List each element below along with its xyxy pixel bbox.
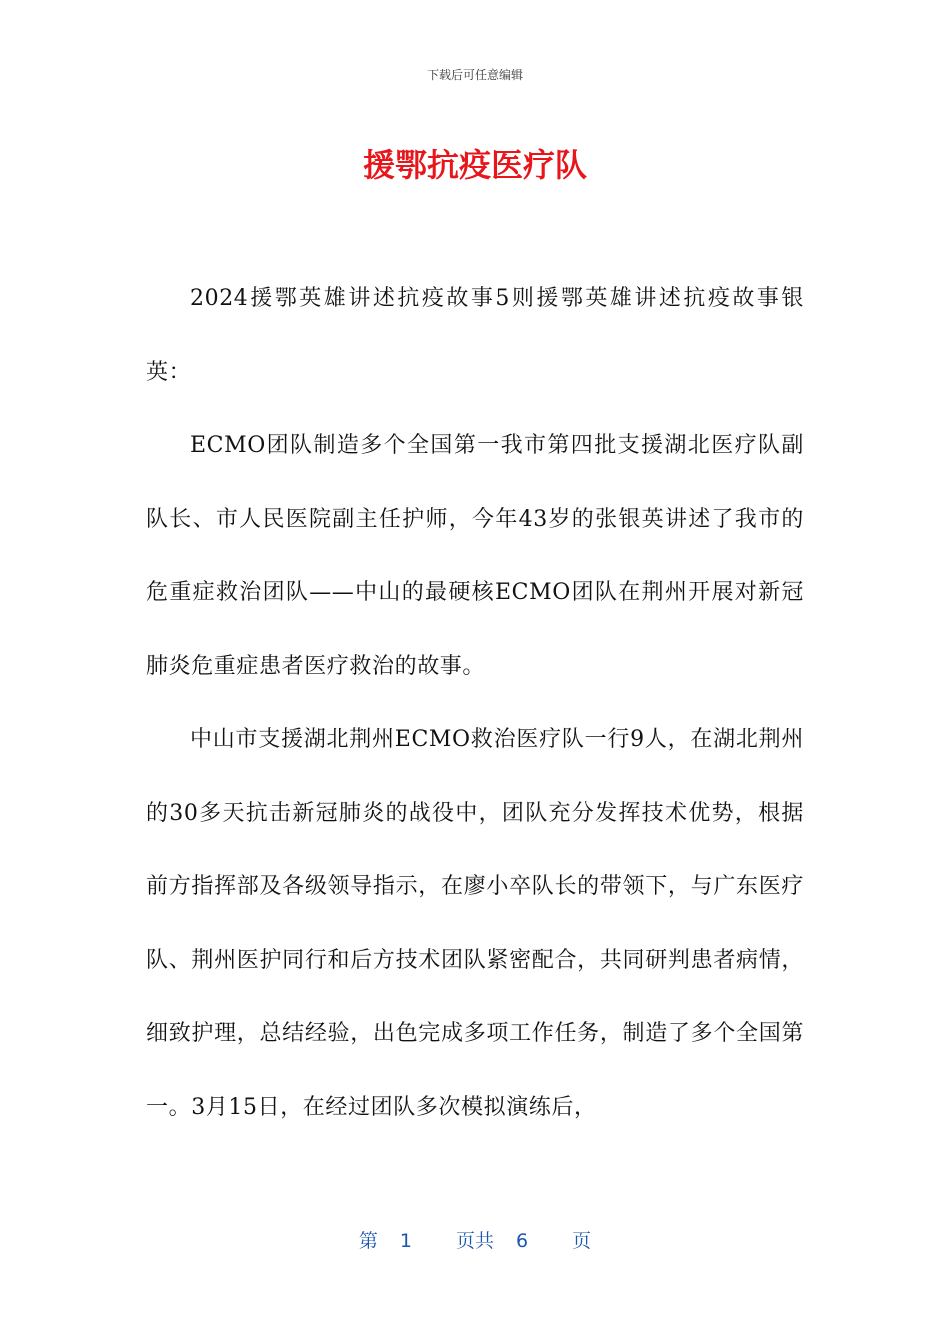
page-prefix: 第 bbox=[358, 1230, 378, 1252]
paragraph-2: ECMO团队制造多个全国第一我市第四批支援湖北医疗队副队长、市人民医院副主任护师，今年43岁的张银英讲述了我市的危重症救治团队——中山的最硬核ECMO团队在荆州开展对新冠肺炎危重症患者医疗救治的故事。 bbox=[146, 433, 804, 679]
page-middle: 页共 bbox=[455, 1230, 494, 1252]
header-note: 下载后可任意编辑 bbox=[426, 68, 523, 82]
total-pages-number: 6 bbox=[516, 1230, 529, 1252]
paragraph-3: 中山市支援湖北荆州ECMO救治医疗队一行9人，在湖北荆州的30多天抗击新冠肺炎的战役中，团队充分发挥技术优势，根据前方指挥部及各级领导指示，在廖小卒队长的带领下，与广东医疗队、荆州医护同行和后方技术团队紧密配合，共同研判患者病情，细致护理，总结经验，出色完成多项工作任务，制造了多个全国第一。3月15日，在经过团队多次模拟演练后， bbox=[146, 727, 804, 1120]
page-suffix: 页 bbox=[572, 1230, 592, 1252]
document-title: 援鄂抗疫医疗队 bbox=[362, 146, 587, 184]
document-body bbox=[146, 262, 804, 1144]
paragraph-1: 2024援鄂英雄讲述抗疫故事5则援鄂英雄讲述抗疫故事银英： bbox=[146, 286, 804, 385]
page-footer bbox=[0, 1226, 950, 1253]
current-page-number: 1 bbox=[399, 1230, 412, 1252]
